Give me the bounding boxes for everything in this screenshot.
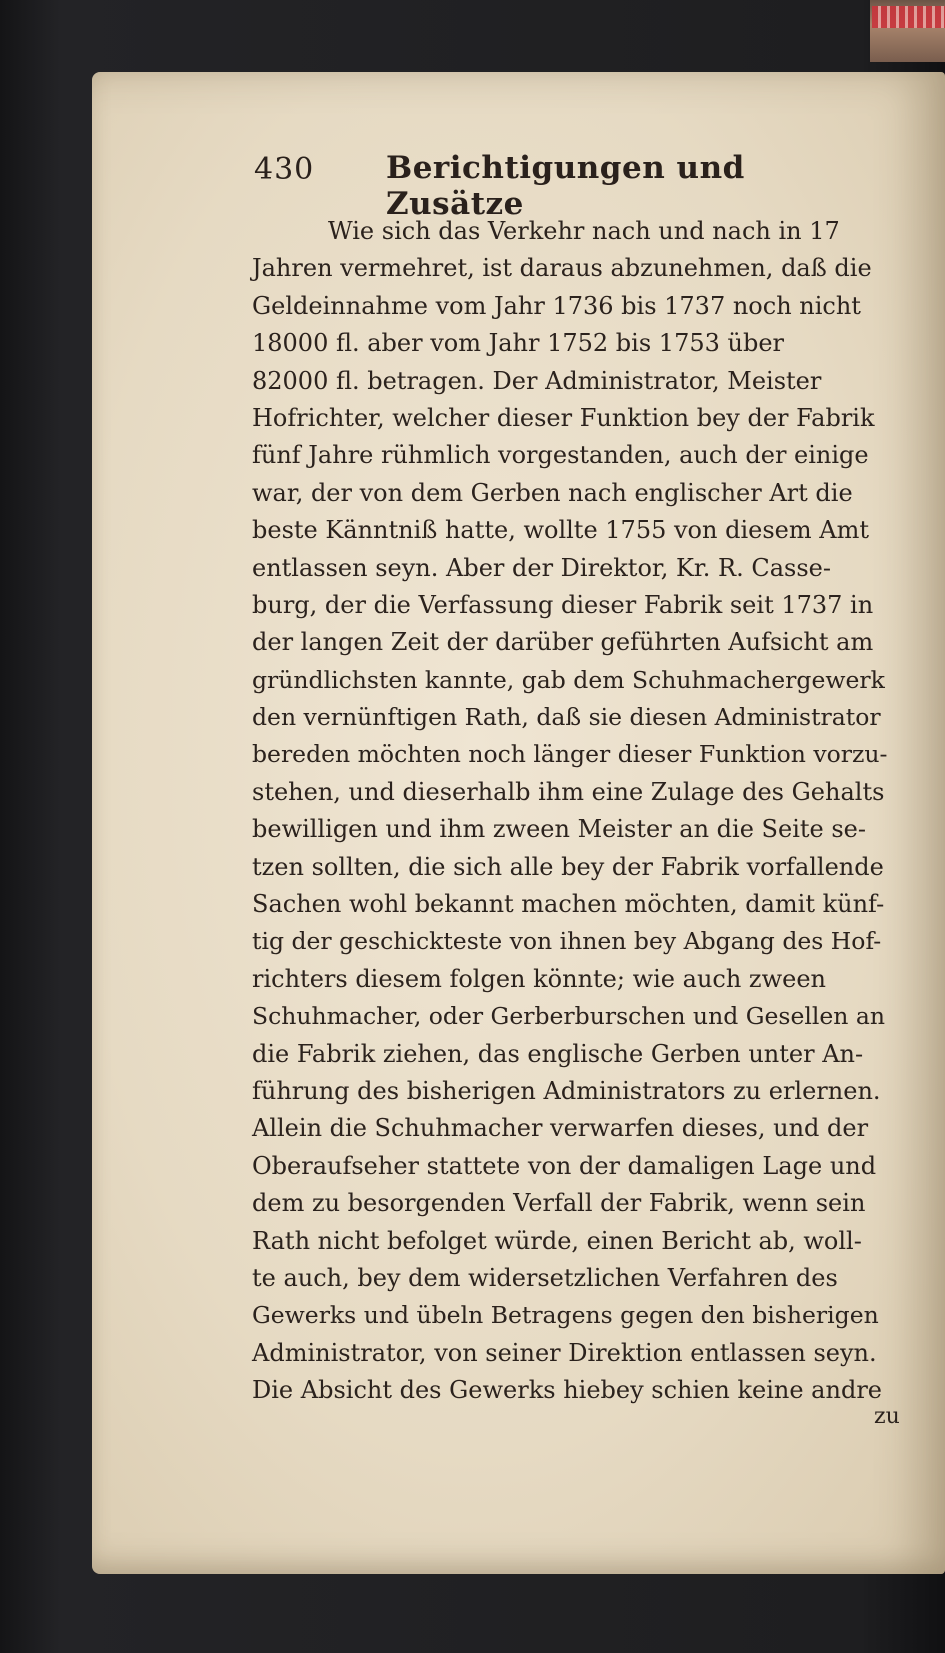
- catchword: zu: [874, 1404, 900, 1429]
- bookmark-ribbon: [872, 6, 945, 28]
- text-line: Administrator, von seiner Direktion entlassen seyn.: [252, 1338, 877, 1367]
- page-body-text: [252, 213, 892, 1410]
- text-line: bewilligen und ihm zween Meister an die Seite se-: [252, 815, 866, 844]
- text-line: tzen sollten, die sich alle bey der Fabrik vorfallende: [252, 852, 884, 881]
- text-line: Rath nicht befolget würde, einen Bericht ab, woll-: [252, 1226, 862, 1255]
- text-line: Geldeinnahme vom Jahr 1736 bis 1737 noch nicht: [252, 291, 861, 320]
- text-line: die Fabrik ziehen, das englische Gerben unter An-: [252, 1039, 864, 1068]
- text-line: 82000 fl. betragen. Der Administrator, Meister: [252, 366, 822, 395]
- text-line: bereden möchten noch länger dieser Funktion vorzu-: [252, 740, 888, 769]
- text-line: beste Känntniß hatte, wollte 1755 von diesem Amt: [252, 516, 869, 545]
- text-line: führung des bisherigen Administrators zu erlernen.: [252, 1076, 881, 1105]
- text-line: Jahren vermehret, ist daraus abzunehmen, daß die: [252, 254, 872, 283]
- text-line: Oberaufseher stattete von der damaligen Lage und: [252, 1151, 877, 1180]
- text-line: dem zu besorgenden Verfall der Fabrik, wenn sein: [252, 1189, 866, 1218]
- text-line: richters diesem folgen könnte; wie auch zween: [252, 964, 826, 993]
- text-line: war, der von dem Gerben nach englischer Art die: [252, 478, 853, 507]
- text-line: Sachen wohl bekannt machen möchten, damit künf-: [252, 890, 885, 919]
- text-line: gründlichsten kannte, gab dem Schuhmachergewerk: [252, 665, 885, 694]
- text-line: Wie sich das Verkehr nach und nach in 17: [328, 217, 840, 245]
- text-line: Schuhmacher, oder Gerberburschen und Gesellen an: [252, 1002, 886, 1031]
- text-line: der langen Zeit der darüber geführten Aufsicht am: [252, 628, 874, 657]
- text-line: Hofrichter, welcher dieser Funktion bey der Fabrik: [252, 403, 875, 432]
- text-line: Allein die Schuhmacher verwarfen dieses, und der: [252, 1114, 869, 1143]
- text-line: den vernünftigen Rath, daß sie diesen Administrator: [252, 703, 881, 732]
- page-number: 430: [254, 152, 315, 187]
- text-line: 18000 fl. aber vom Jahr 1752 bis 1753 über: [252, 329, 784, 358]
- text-line: stehen, und dieserhalb ihm eine Zulage des Gehalts: [252, 777, 885, 806]
- text-line: fünf Jahre rühmlich vorgestanden, auch der einige: [252, 441, 869, 470]
- text-line: burg, der die Verfassung dieser Fabrik seit 1737 in: [252, 590, 874, 619]
- page-header: [254, 148, 854, 222]
- text-line: entlassen seyn. Aber der Direktor, Kr. R. Casse-: [252, 553, 831, 582]
- text-line: te auch, bey dem widersetzlichen Verfahren des: [252, 1263, 838, 1292]
- text-line: tig der geschickteste von ihnen bey Abgang des Hof-: [252, 927, 882, 956]
- text-line: Gewerks und übeln Betragens gegen den bisherigen: [252, 1301, 879, 1330]
- running-head: Berichtigungen und Zusätze: [386, 150, 745, 222]
- text-line: Die Absicht des Gewerks hiebey schien keine andre: [252, 1376, 882, 1405]
